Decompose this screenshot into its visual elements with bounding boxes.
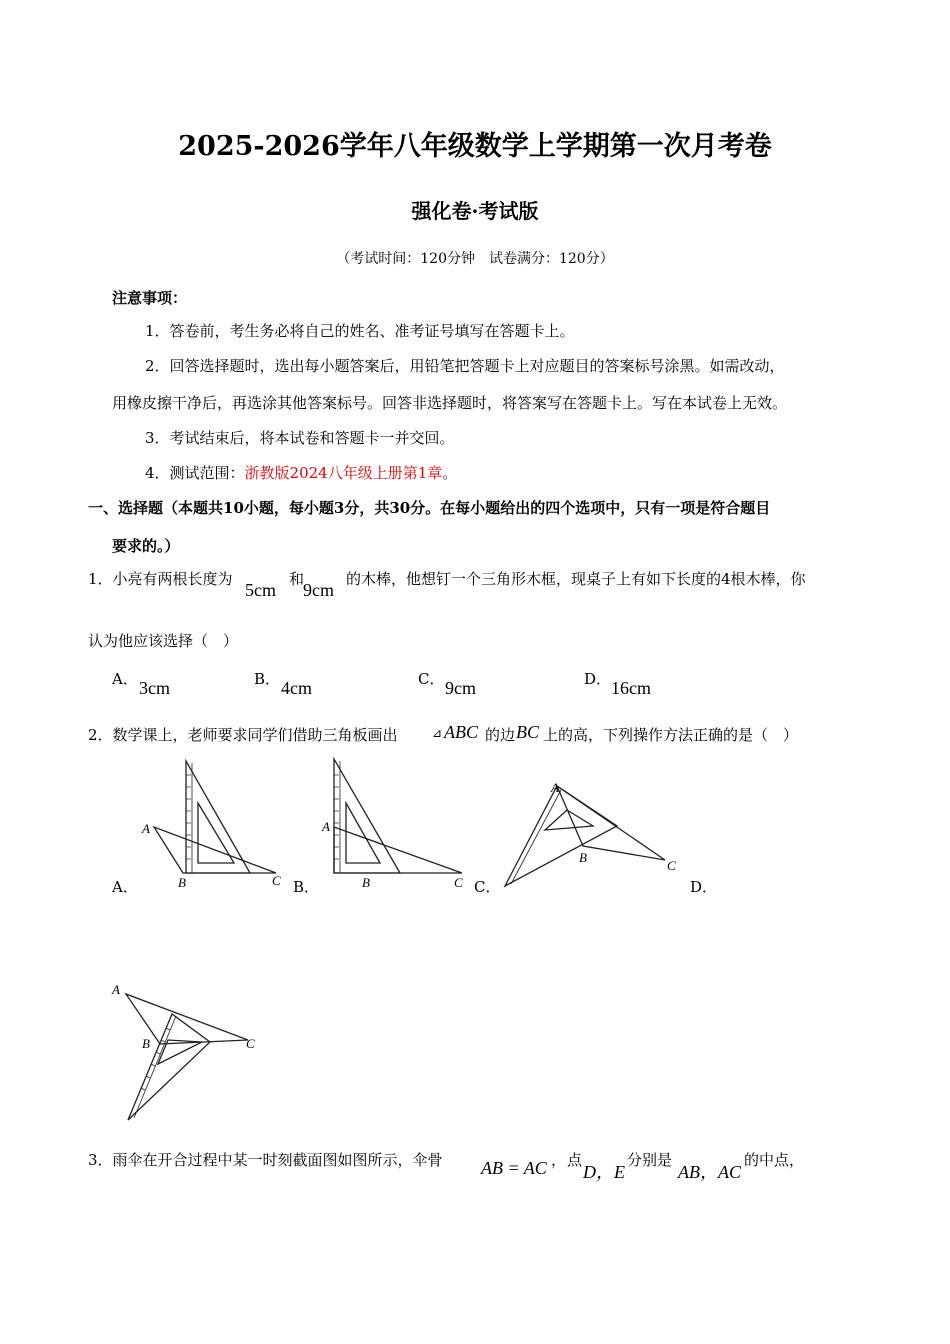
q2-option-d-label: D． — [690, 878, 718, 896]
section-1-heading: 一、选择题（本题共10小题，每小题3分，共30分。在每小题给出的四个选项中，只有一项是符合题目 — [88, 499, 771, 517]
q1-line-2: 认为他应该选择（ ） — [88, 632, 239, 650]
point-a-label: A — [551, 780, 559, 795]
set-square-outer — [186, 761, 250, 873]
q2-figure-a — [130, 755, 290, 895]
q1-text-a: 1．小亮有两根长度为 — [88, 570, 233, 588]
q2-text-a: 2．数学课上，老师要求同学们借助三角板画出 — [88, 726, 398, 744]
set-square-outer — [505, 786, 617, 886]
notes-heading: 注意事项： — [112, 289, 188, 307]
q2-figure-d — [106, 980, 276, 1125]
point-b-label: B — [142, 1036, 150, 1051]
q2-side-bc: BC — [516, 722, 540, 742]
q1-text-b: 和 — [289, 570, 305, 588]
q3-comma: ， — [551, 1151, 567, 1169]
q1-option-a-value: 3cm — [139, 678, 170, 698]
point-c-label: C — [454, 875, 463, 890]
triangle-symbol: ⊿ — [432, 726, 443, 740]
point-b-label: B — [178, 875, 186, 890]
q1-option-b-value: 4cm — [281, 678, 312, 698]
q3-text-a: 3．雨伞在开合过程中某一时刻截面图如图所示，伞骨 — [88, 1151, 443, 1169]
set-square-outer — [128, 1014, 210, 1120]
q2-option-a-label: A． — [112, 878, 138, 896]
q2-text-b: 的边 — [485, 726, 516, 744]
notes-item-4-suffix: 。 — [442, 464, 458, 482]
notes-item-4 — [145, 462, 457, 483]
q3-equation: AB = AC — [481, 1158, 547, 1178]
q3-text-c: 分别是 — [627, 1151, 673, 1169]
point-c-label: C — [272, 873, 281, 888]
set-square-outer — [334, 759, 400, 873]
q2-triangle-abc: ABC — [444, 722, 478, 742]
notes-item-2-line-2: 用橡皮擦干净后，再选涂其他答案标号。回答非选择题时，将答案写在答题卡上。写在本试卷上无效。 — [112, 394, 788, 412]
triangle-abc — [334, 827, 462, 873]
point-c-label: C — [246, 1036, 255, 1051]
section-1-heading-cont: 要求的。） — [112, 537, 180, 555]
q1-option-d-value: 16cm — [611, 678, 651, 698]
q1-option-d-label: D． — [584, 670, 612, 688]
notes-item-3: 3．考试结束后，将本试卷和答题卡一并交回。 — [145, 429, 455, 447]
q1-text-c: 的木棒，他想钉一个三角形木框，现桌子上有如下长度的4根木棒，你 — [346, 570, 806, 588]
point-b-label: B — [362, 875, 370, 890]
q2-text-c: 上的高，下列操作方法正确的是（ ） — [543, 726, 799, 744]
q2-figure-c — [495, 780, 695, 890]
q1-len-1: 5cm — [245, 580, 276, 600]
q2-figure-b — [316, 755, 476, 895]
q3-segments: AB，AC — [678, 1162, 741, 1182]
q2-option-b-label: B． — [293, 878, 320, 896]
q3-text-d: 的中点， — [744, 1151, 805, 1169]
triangle-abc — [154, 827, 276, 873]
notes-item-1: 1．答卷前，考生务必将自己的姓名、准考证号填写在答题卡上。 — [145, 322, 575, 340]
q1-option-b-label: B． — [254, 670, 281, 688]
page-subtitle: 强化卷·考试版 — [411, 199, 539, 223]
q1-option-a-label: A． — [112, 670, 138, 688]
notes-item-2-line-1: 2．回答选择题时，选出每小题答案后，用铅笔把答题卡上对应题目的答案标号涂黑。如需改动， — [145, 357, 785, 375]
notes-item-4-prefix: 4．测试范围： — [145, 464, 245, 482]
q3-points-de: D，E — [583, 1162, 625, 1182]
set-square-inner — [198, 803, 234, 863]
q1-option-c-label: C． — [418, 670, 445, 688]
point-c-label: C — [667, 858, 676, 873]
q1-len-2: 9cm — [303, 580, 334, 600]
point-a-label: A — [112, 982, 120, 997]
q3-text-b: 点 — [567, 1151, 583, 1169]
page-title: 2025-2026学年八年级数学上学期第一次月考卷 — [178, 131, 772, 162]
point-a-label: A — [142, 821, 150, 836]
q2-option-c-label: C． — [474, 878, 501, 896]
point-a-label: A — [322, 819, 330, 834]
point-b-label: B — [579, 850, 587, 865]
exam-info: （考试时间：120分钟 试卷满分：120分） — [336, 251, 614, 267]
q1-option-c-value: 9cm — [445, 678, 476, 698]
test-scope: 浙教版2024八年级上册第1章 — [244, 464, 443, 482]
